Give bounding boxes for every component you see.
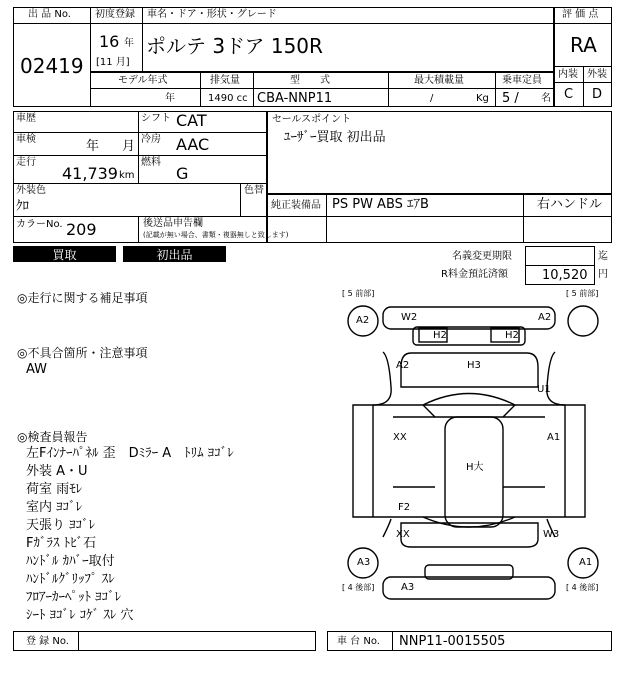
capacity-label: 乗車定員 xyxy=(502,75,542,86)
equip-label: 純正装備品 xyxy=(271,200,321,211)
mark-f2: F2 xyxy=(398,502,411,513)
model-year-label: モデル年式 xyxy=(118,75,168,86)
mileage-label: 走行 xyxy=(16,157,36,168)
mark-w2: W2 xyxy=(401,312,418,323)
recycle-unit: 円 xyxy=(598,269,608,280)
exterior-score: D xyxy=(592,87,603,102)
fuel-label: 燃料 xyxy=(141,157,161,168)
interior-score: C xyxy=(564,87,574,102)
shift-label: シフト xyxy=(141,113,171,124)
name-label: 車名・ドア・形状・グレード xyxy=(147,9,277,20)
defect-text: AW xyxy=(26,362,48,377)
recycle-label: R料金預託済額 xyxy=(441,269,508,280)
interior-label: 内装 xyxy=(558,69,578,80)
report-line: 室内 ﾖｺﾞﾚ xyxy=(26,500,83,515)
name-change-label: 名義変更期限 xyxy=(452,251,512,262)
reg-month: [11 月] xyxy=(96,57,130,68)
model-year-unit: 年 xyxy=(165,93,175,104)
type-label: 型 式 xyxy=(290,75,330,86)
displacement-label: 排気量 xyxy=(210,75,240,86)
max-load-label: 最大積載量 xyxy=(414,75,464,86)
mark-a3-left-wheel: A3 xyxy=(357,557,371,568)
buy-badge xyxy=(13,246,116,262)
name-change-box xyxy=(525,246,595,266)
inspector-title: ◎検査員報告 xyxy=(17,430,88,444)
after-label: 後送品申告欄 xyxy=(143,218,203,229)
sales-text: ﾕｰｻﾞｰ買取 初出品 xyxy=(284,130,386,145)
score-label: 評 価 点 xyxy=(562,9,599,20)
sales-label: セールスポイント xyxy=(272,114,352,125)
first-listing-badge-label: 初出品 xyxy=(156,247,193,262)
report-line: 左Fｲﾝﾅｰﾊﾟﾈﾙ 歪 Dﾐﾗｰ A ﾄﾘﾑ ﾖｺﾞﾚ xyxy=(26,446,234,461)
after-note: (記載が無い場合、書類・複器無しと致します) xyxy=(143,231,289,239)
model-type: CBA-NNP11 xyxy=(257,91,333,106)
capacity: 5 / xyxy=(502,91,519,106)
lot-no: 02419 xyxy=(20,54,84,78)
mark-a2-left-wheel: A2 xyxy=(356,315,370,326)
inspection-month: 月 xyxy=(122,139,136,154)
fuel: G xyxy=(176,164,189,183)
mileage-unit: km xyxy=(119,170,135,181)
mark-a1-right: A1 xyxy=(547,432,561,443)
equip: PS PW ABS ｴｱB xyxy=(332,197,429,212)
displacement: 1490 cc xyxy=(208,93,248,104)
handle: 右ハンドル xyxy=(537,197,603,212)
color-label: 外装色 xyxy=(16,185,46,196)
buy-badge-label: 買取 xyxy=(52,247,77,262)
mark-a2-bumper: A2 xyxy=(538,312,552,323)
reg-year: 16 xyxy=(99,32,120,51)
report-line: Fｶﾞﾗｽ ﾄﾋﾞ石 xyxy=(26,536,97,551)
mark-h2-left: H2 xyxy=(433,330,447,341)
capacity-unit: 名 xyxy=(541,93,551,104)
mark-h2-right: H2 xyxy=(505,330,519,341)
name-change-unit: 迄 xyxy=(598,251,608,262)
reg-label: 初度登録 xyxy=(95,9,135,20)
mileage: 41,739 xyxy=(62,164,118,183)
chassis-no: NNP11-0015505 xyxy=(399,634,506,649)
year-unit: 年 xyxy=(124,38,134,49)
report-line: 荷室 雨ﾓﾚ xyxy=(26,482,83,497)
mark-w3: W3 xyxy=(543,529,560,540)
report-line: ﾊﾝﾄﾞﾙ ｶﾊﾞｰ取付 xyxy=(26,554,115,569)
color: ｸﾛ xyxy=(16,199,29,214)
mark-u1: U1 xyxy=(537,384,551,395)
color-no-label: カラーNo. xyxy=(16,219,63,230)
mark-a3-bumper: A3 xyxy=(401,582,415,593)
mark-h-dai: H大 xyxy=(466,462,484,473)
inspection-label: 車検 xyxy=(16,134,36,145)
max-load-slash: / xyxy=(430,93,434,104)
ac: AAC xyxy=(176,135,210,154)
door-count-front-right: [ 5 前部] xyxy=(566,289,599,298)
car-name: ポルテ 3ドア 150R xyxy=(146,34,323,58)
shift: CAT xyxy=(176,111,207,130)
mark-a1-bottom: A1 xyxy=(579,557,593,568)
defect-notes-title: ◎不具合箇所・注意事項 xyxy=(17,346,148,360)
history-label: 車歴 xyxy=(16,113,36,124)
mark-h3: H3 xyxy=(467,360,481,371)
report-line: ｼｰﾄ ﾖｺﾞﾚ ｺｹﾞ ｽﾚ 穴 xyxy=(26,608,134,623)
max-load-unit: Kg xyxy=(476,93,489,104)
ac-label: 冷房 xyxy=(141,134,161,145)
recycle-fee: 10,520 xyxy=(542,268,588,283)
mark-xx-left: XX xyxy=(393,432,407,443)
report-line: ﾌﾛｱｰｶｰﾍﾟｯﾄ ﾖｺﾞﾚ xyxy=(26,590,122,605)
color-no: 209 xyxy=(66,220,97,239)
reg-no-label: 登 録 No. xyxy=(26,636,69,647)
report-line: 外装 A・U xyxy=(26,464,88,479)
color-change-label: 色替 xyxy=(244,185,264,196)
inspection-year: 年 xyxy=(86,139,100,154)
exterior-label: 外装 xyxy=(587,69,607,80)
score-value: RA xyxy=(570,33,597,57)
driving-notes-title: ◎走行に関する補足事項 xyxy=(17,291,148,305)
chassis-label: 車 台 No. xyxy=(337,636,380,647)
report-line: ﾊﾝﾄﾞﾙｸﾞﾘｯﾌﾟ ｽﾚ xyxy=(26,572,115,587)
mark-xx-rear: XX xyxy=(396,529,410,540)
door-count-rear-right: [ 4 後部] xyxy=(566,583,599,592)
door-count-rear-left: [ 4 後部] xyxy=(342,583,375,592)
lot-no-label: 出 品 No. xyxy=(28,9,71,20)
car-damage-diagram xyxy=(333,287,613,627)
mark-a2-fender: A2 xyxy=(396,360,410,371)
door-count-front-left: [ 5 前部] xyxy=(342,289,375,298)
report-line: 天張り ﾖｺﾞﾚ xyxy=(26,518,96,533)
first-listing-badge xyxy=(123,246,226,262)
